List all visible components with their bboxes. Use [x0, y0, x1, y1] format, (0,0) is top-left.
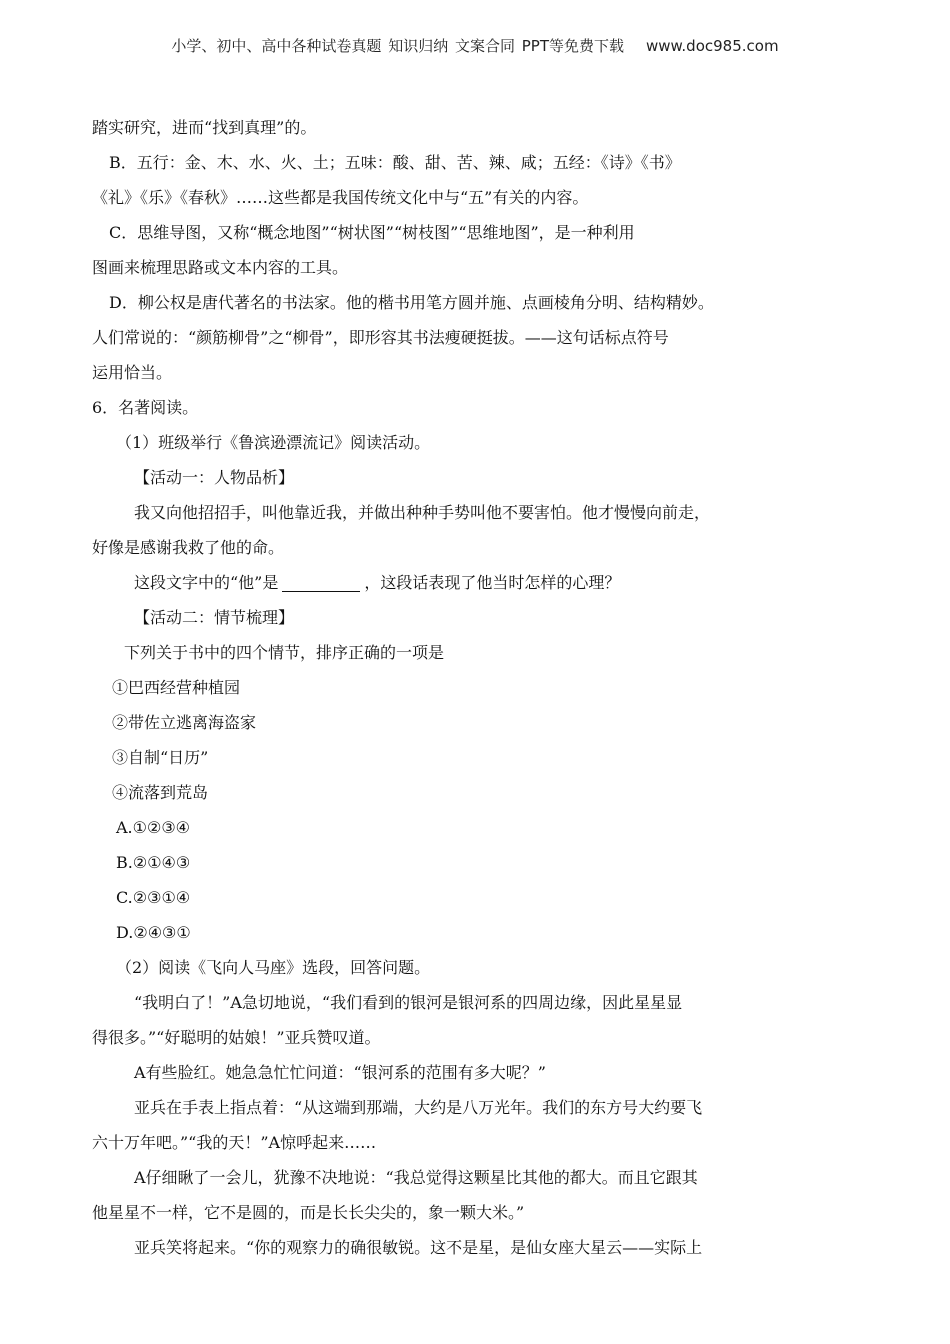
- option-c-line2: 图画来梳理思路或文本内容的工具。: [92, 258, 349, 277]
- page-header: [0, 35, 950, 56]
- question-blank-prefix: 这段文字中的“他”是: [134, 573, 279, 592]
- option-d-line3: 运用恰当。: [92, 363, 173, 382]
- option-b-line1: B．五行：金、木、水、火、土；五味：酸、甜、苦、辣、咸；五经：《诗》《书》: [109, 153, 681, 172]
- event-item-3: ③自制“日历”: [112, 748, 209, 767]
- option-d-line2: 人们常说的：“颜筋柳骨”之“柳骨”，即形容其书法瘦硬挺拔。——这句话标点符号: [92, 328, 669, 347]
- option-d-line1: D．柳公权是唐代著名的书法家。他的楷书用笔方圆并施、点画棱角分明、结构精妙。: [109, 293, 714, 312]
- choice-c: C.②③①④: [116, 888, 191, 907]
- document-body: [92, 110, 772, 1265]
- passage-1-line1: 我又向他招招手，叫他靠近我，并做出种种手势叫他不要害怕。他才慢慢向前走，: [134, 503, 711, 522]
- event-item-4: ④流落到荒岛: [112, 783, 209, 802]
- story-line: “我明白了！”A急切地说，“我们看到的银河是银河系的四周边缘，因此星星显: [134, 993, 683, 1012]
- choice-a: A.①②③④: [116, 818, 191, 837]
- choice-b: B.②①④③: [116, 853, 191, 872]
- story-line: 得很多。”“好聪明的姑娘！”亚兵赞叹道。: [92, 1028, 381, 1047]
- story-line: 六十万年吧。”“我的天！”A惊呼起来……: [92, 1133, 377, 1152]
- header-url[interactable]: www.doc985.com: [645, 37, 779, 55]
- activity-2-heading: 【活动二：情节梳理】: [134, 608, 295, 627]
- event-item-1: ①巴西经营种植园: [112, 678, 241, 697]
- question-blank-line: [92, 565, 772, 600]
- question-6-part1: （1）班级举行《鲁滨逊漂流记》阅读活动。: [116, 433, 431, 452]
- text-line: 踏实研究，进而“找到真理”的。: [92, 118, 317, 137]
- activity-2-question: 下列关于书中的四个情节，排序正确的一项是: [124, 643, 445, 662]
- option-c-line1: C．思维导图，又称“概念地图”“树状图”“树枝图”“思维地图”，是一种利用: [109, 223, 635, 242]
- activity-1-heading: 【活动一：人物品析】: [134, 468, 295, 487]
- question-6-title: 6．名著阅读。: [92, 398, 199, 417]
- question-6-part2: （2）阅读《飞向人马座》选段，回答问题。: [116, 958, 431, 977]
- header-title: 小学、初中、高中各种试卷真题 知识归纳 文案合同 PPT等免费下载: [171, 37, 624, 55]
- story-line: A有些脸红。她急急忙忙问道：“银河系的范围有多大呢？”: [134, 1063, 546, 1082]
- story-line: 他星星不一样，它不是圆的，而是长长尖尖的，象一颗大米。”: [92, 1203, 525, 1222]
- event-item-2: ②带佐立逃离海盗家: [112, 713, 257, 732]
- question-blank-suffix: ，这段话表现了他当时怎样的心理？: [364, 573, 621, 592]
- story-line: 亚兵在手表上指点着：“从这端到那端，大约是八万光年。我们的东方号大约要飞: [134, 1098, 703, 1117]
- option-b-line2: 《礼》《乐》《春秋》……这些都是我国传统文化中与“五”有关的内容。: [92, 188, 589, 207]
- choice-d: D.②④③①: [116, 923, 191, 942]
- answer-blank[interactable]: [282, 573, 360, 592]
- passage-1-line2: 好像是感谢我救了他的命。: [92, 538, 285, 557]
- story-line: 亚兵笑将起来。“你的观察力的确很敏锐。这不是星，是仙女座大星云——实际上: [134, 1238, 703, 1257]
- story-line: A仔细瞅了一会儿，犹豫不决地说：“我总觉得这颗星比其他的都大。而且它跟其: [134, 1168, 698, 1187]
